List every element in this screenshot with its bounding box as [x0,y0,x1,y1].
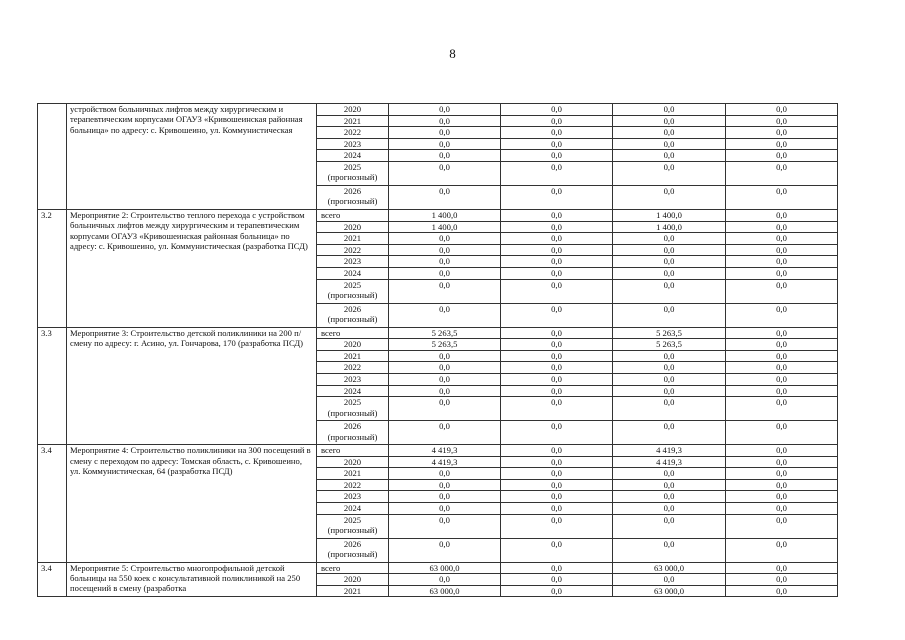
item-description: Мероприятие 3: Строительство детской поликлиники на 200 п/смену по адресу: г. Асино, ул. Гончарова, 170 (разработка ПСД) [67,327,317,445]
value-cell-v4: 0,0 [726,585,838,597]
value-cell-v4: 0,0 [726,373,838,385]
value-cell-v1: 0,0 [389,185,501,209]
value-cell-v4: 0,0 [726,397,838,421]
value-cell-v4: 0,0 [726,104,838,116]
year-cell: 2020 [317,574,389,586]
year-cell: 2024 [317,150,389,162]
year-cell: 2025 (прогнозный) [317,161,389,185]
value-cell-v3: 4 419,3 [613,456,726,468]
year-cell: 2021 [317,468,389,480]
value-cell-v3: 0,0 [613,373,726,385]
value-cell-v2: 0,0 [501,327,613,339]
value-cell-v4: 0,0 [726,362,838,374]
value-cell-v4: 0,0 [726,115,838,127]
item-number: 3.4 [38,562,67,597]
value-cell-v3: 4 419,3 [613,445,726,457]
year-cell: 2023 [317,138,389,150]
value-cell-v2: 0,0 [501,421,613,445]
value-cell-v3: 0,0 [613,303,726,327]
value-cell-v3: 63 000,0 [613,585,726,597]
year-cell: 2025 (прогнозный) [317,397,389,421]
value-cell-v1: 0,0 [389,479,501,491]
value-cell-v4: 0,0 [726,339,838,351]
value-cell-v4: 0,0 [726,445,838,457]
budget-table [37,103,838,597]
item-description: Мероприятие 2: Строительство теплого перехода с устройством больничных лифтов между хирургическим и терапевтическим корпусами ОГАУЗ «Кривошеинская районная больница» по адресу: с. Кривошеино, ул. Коммунистическая (разработка ПСД) [67,209,317,327]
value-cell-v1: 4 419,3 [389,456,501,468]
value-cell-v3: 0,0 [613,421,726,445]
value-cell-v3: 5 263,5 [613,327,726,339]
value-cell-v3: 0,0 [613,574,726,586]
item-description: устройством больничных лифтов между хирургическим и терапевтическим корпусами ОГАУЗ «Кривошеинская районная больница» по адресу: с. Кривошеино, ул. Коммунистическая [67,104,317,210]
value-cell-v2: 0,0 [501,233,613,245]
value-cell-v1: 0,0 [389,115,501,127]
value-cell-v4: 0,0 [726,491,838,503]
value-cell-v4: 0,0 [726,138,838,150]
year-cell: 2023 [317,256,389,268]
value-cell-v2: 0,0 [501,350,613,362]
value-cell-v1: 0,0 [389,127,501,139]
table-row [38,562,838,574]
value-cell-v2: 0,0 [501,161,613,185]
value-cell-v3: 0,0 [613,233,726,245]
value-cell-v3: 0,0 [613,115,726,127]
value-cell-v4: 0,0 [726,267,838,279]
value-cell-v1: 0,0 [389,373,501,385]
value-cell-v3: 0,0 [613,385,726,397]
value-cell-v3: 0,0 [613,138,726,150]
value-cell-v3: 0,0 [613,256,726,268]
value-cell-v2: 0,0 [501,256,613,268]
value-cell-v1: 0,0 [389,538,501,562]
value-cell-v4: 0,0 [726,514,838,538]
value-cell-v4: 0,0 [726,303,838,327]
value-cell-v1: 0,0 [389,104,501,116]
value-cell-v3: 0,0 [613,267,726,279]
value-cell-v3: 0,0 [613,362,726,374]
value-cell-v4: 0,0 [726,385,838,397]
value-cell-v3: 0,0 [613,161,726,185]
value-cell-v3: 0,0 [613,479,726,491]
year-cell: 2024 [317,503,389,515]
value-cell-v4: 0,0 [726,279,838,303]
year-cell: 2022 [317,362,389,374]
value-cell-v2: 0,0 [501,385,613,397]
year-cell: 2020 [317,456,389,468]
page-number: 8 [449,46,456,61]
value-cell-v2: 0,0 [501,397,613,421]
year-cell: 2026 (прогнозный) [317,538,389,562]
value-cell-v2: 0,0 [501,279,613,303]
value-cell-v4: 0,0 [726,150,838,162]
value-cell-v1: 0,0 [389,468,501,480]
value-cell-v3: 0,0 [613,150,726,162]
year-cell: всего [317,209,389,221]
value-cell-v2: 0,0 [501,585,613,597]
value-cell-v1: 5 263,5 [389,327,501,339]
year-cell: 2024 [317,267,389,279]
year-cell: всего [317,562,389,574]
value-cell-v3: 1 400,0 [613,209,726,221]
value-cell-v1: 0,0 [389,503,501,515]
value-cell-v4: 0,0 [726,456,838,468]
value-cell-v4: 0,0 [726,562,838,574]
value-cell-v1: 0,0 [389,491,501,503]
value-cell-v4: 0,0 [726,221,838,233]
value-cell-v2: 0,0 [501,150,613,162]
year-cell: 2021 [317,350,389,362]
year-cell: 2020 [317,104,389,116]
value-cell-v1: 0,0 [389,362,501,374]
value-cell-v4: 0,0 [726,538,838,562]
value-cell-v4: 0,0 [726,161,838,185]
value-cell-v1: 0,0 [389,574,501,586]
value-cell-v2: 0,0 [501,562,613,574]
year-cell: всего [317,327,389,339]
value-cell-v2: 0,0 [501,127,613,139]
value-cell-v1: 4 419,3 [389,445,501,457]
value-cell-v2: 0,0 [501,574,613,586]
value-cell-v1: 0,0 [389,385,501,397]
year-cell: 2022 [317,127,389,139]
item-number [38,104,67,210]
value-cell-v3: 63 000,0 [613,562,726,574]
table-row [38,209,838,221]
value-cell-v4: 0,0 [726,185,838,209]
year-cell: 2021 [317,233,389,245]
value-cell-v1: 0,0 [389,150,501,162]
year-cell: 2025 (прогнозный) [317,279,389,303]
value-cell-v4: 0,0 [726,127,838,139]
value-cell-v1: 0,0 [389,233,501,245]
value-cell-v4: 0,0 [726,503,838,515]
value-cell-v2: 0,0 [501,339,613,351]
value-cell-v1: 0,0 [389,303,501,327]
year-cell: 2023 [317,373,389,385]
value-cell-v2: 0,0 [501,185,613,209]
value-cell-v2: 0,0 [501,221,613,233]
value-cell-v1: 5 263,5 [389,339,501,351]
item-number: 3.2 [38,209,67,327]
value-cell-v2: 0,0 [501,267,613,279]
value-cell-v2: 0,0 [501,362,613,374]
value-cell-v4: 0,0 [726,244,838,256]
value-cell-v4: 0,0 [726,468,838,480]
value-cell-v2: 0,0 [501,303,613,327]
item-description: Мероприятие 5: Строительство многопрофильной детской больницы на 550 коек с консультативной поликлиникой на 250 посещений в смену (разработка [67,562,317,597]
value-cell-v1: 0,0 [389,256,501,268]
value-cell-v1: 1 400,0 [389,209,501,221]
value-cell-v1: 0,0 [389,350,501,362]
year-cell: 2023 [317,491,389,503]
value-cell-v3: 5 263,5 [613,339,726,351]
year-cell: 2026 (прогнозный) [317,421,389,445]
value-cell-v2: 0,0 [501,468,613,480]
value-cell-v3: 0,0 [613,397,726,421]
year-cell: 2021 [317,585,389,597]
value-cell-v2: 0,0 [501,491,613,503]
value-cell-v2: 0,0 [501,503,613,515]
table-row [38,445,838,457]
value-cell-v1: 0,0 [389,397,501,421]
value-cell-v1: 0,0 [389,514,501,538]
value-cell-v4: 0,0 [726,327,838,339]
value-cell-v1: 0,0 [389,421,501,445]
value-cell-v2: 0,0 [501,373,613,385]
value-cell-v2: 0,0 [501,456,613,468]
value-cell-v2: 0,0 [501,514,613,538]
value-cell-v2: 0,0 [501,104,613,116]
value-cell-v3: 0,0 [613,127,726,139]
value-cell-v2: 0,0 [501,538,613,562]
value-cell-v3: 1 400,0 [613,221,726,233]
value-cell-v2: 0,0 [501,445,613,457]
value-cell-v4: 0,0 [726,574,838,586]
value-cell-v4: 0,0 [726,256,838,268]
value-cell-v3: 0,0 [613,503,726,515]
value-cell-v3: 0,0 [613,279,726,303]
year-cell: 2022 [317,479,389,491]
value-cell-v3: 0,0 [613,104,726,116]
value-cell-v2: 0,0 [501,209,613,221]
value-cell-v4: 0,0 [726,209,838,221]
value-cell-v1: 0,0 [389,244,501,256]
value-cell-v3: 0,0 [613,244,726,256]
item-number: 3.3 [38,327,67,445]
year-cell: всего [317,445,389,457]
year-cell: 2020 [317,221,389,233]
value-cell-v4: 0,0 [726,233,838,245]
value-cell-v1: 63 000,0 [389,562,501,574]
value-cell-v1: 1 400,0 [389,221,501,233]
value-cell-v1: 0,0 [389,267,501,279]
value-cell-v3: 0,0 [613,185,726,209]
value-cell-v4: 0,0 [726,350,838,362]
value-cell-v2: 0,0 [501,244,613,256]
value-cell-v3: 0,0 [613,350,726,362]
value-cell-v1: 0,0 [389,161,501,185]
value-cell-v2: 0,0 [501,479,613,491]
value-cell-v1: 0,0 [389,138,501,150]
item-number: 3.4 [38,445,67,563]
table-row [38,104,838,116]
value-cell-v4: 0,0 [726,479,838,491]
value-cell-v1: 0,0 [389,279,501,303]
year-cell: 2025 (прогнозный) [317,514,389,538]
year-cell: 2020 [317,339,389,351]
value-cell-v2: 0,0 [501,138,613,150]
year-cell: 2022 [317,244,389,256]
year-cell: 2024 [317,385,389,397]
value-cell-v3: 0,0 [613,491,726,503]
table-row [38,327,838,339]
year-cell: 2026 (прогнозный) [317,185,389,209]
item-description: Мероприятие 4: Строительство поликлиники на 300 посещений в смену с переходом по адресу: Томская область, с. Кривошеино, ул. Коммунистическая, 64 (разработка ПСД) [67,445,317,563]
year-cell: 2021 [317,115,389,127]
value-cell-v2: 0,0 [501,115,613,127]
value-cell-v3: 0,0 [613,514,726,538]
value-cell-v4: 0,0 [726,421,838,445]
value-cell-v3: 0,0 [613,538,726,562]
year-cell: 2026 (прогнозный) [317,303,389,327]
value-cell-v1: 63 000,0 [389,585,501,597]
value-cell-v3: 0,0 [613,468,726,480]
